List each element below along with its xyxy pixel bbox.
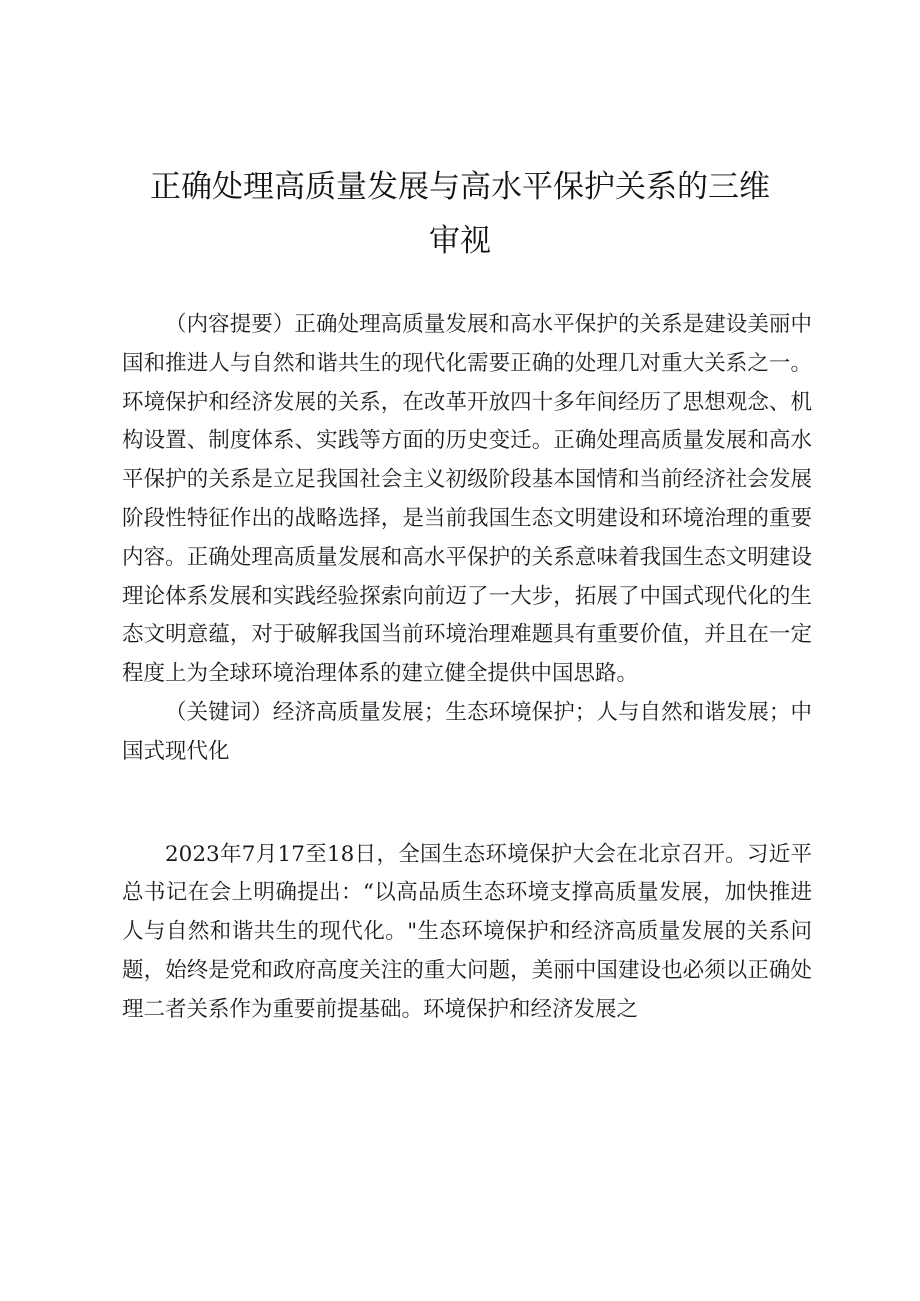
title-line-1: 正确处理高质量发展与高水平保护关系的三维 (150, 169, 770, 205)
keywords-paragraph: （关键词）经济高质量发展；生态环境保护；人与自然和谐发展；中国式现代化 (122, 699, 812, 764)
body-paragraph: 2023年7月17至18日，全国生态环境保护大会在北京召开。习近平总书记在会上明确提出：“以高品质生态环境支撑高质量发展，加快推进人与自然和谐共生的现代化。"生态环境保护和经济高质量发展的关系问题，始终是党和政府高度关注的重大问题，美丽中国建设也必须以正确处理二者关系作为重要前提基础。环境保护和经济发展之 (122, 841, 812, 1022)
document-body (122, 306, 812, 1030)
abstract-paragraph: （内容提要）正确处理高质量发展和高水平保护的关系是建设美丽中国和推进人与自然和谐共生的现代化需要正确的处理几对重大关系之一。环境保护和经济发展的关系，在改革开放四十多年间经历了思想观念、机构设置、制度体系、实践等方面的历史变迁。正确处理高质量发展和高水平保护的关系是立足我国社会主义初级阶段基本国情和当前经济社会发展阶段性特征作出的战略选择，是当前我国生态文明建设和环境治理的重要内容。正确处理高质量发展和高水平保护的关系意味着我国生态文明建设理论体系发展和实践经验探索向前迈了一大步，拓展了中国式现代化的生态文明意蕴，对于破解我国当前环境治理难题具有重要价值，并且在一定程度上为全球环境治理体系的建立健全提供中国思路。 (122, 312, 812, 687)
document-title (120, 160, 800, 268)
title-line-2: 审视 (429, 223, 491, 259)
